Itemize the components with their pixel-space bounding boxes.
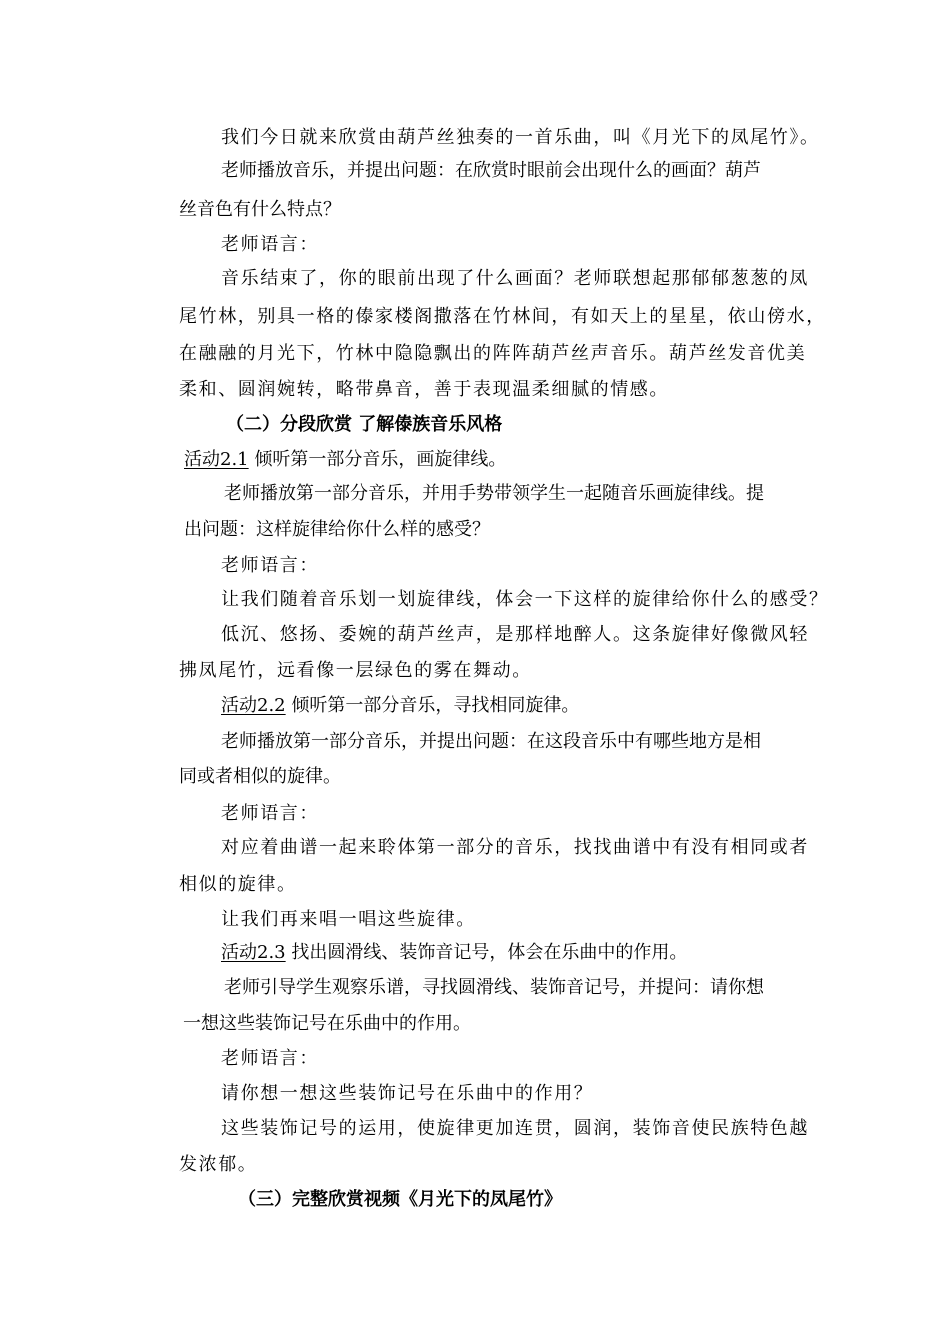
activity-line	[184, 448, 506, 472]
paragraph-line: 拂凤尾竹，远看像一层绿色的雾在舞动。	[179, 660, 532, 681]
paragraph-line: 老师播放第一部分音乐，并用手势带领学生一起随音乐画旋律线。提	[224, 483, 764, 504]
activity-text: 找出圆滑线、装饰音记号，体会在乐曲中的作用。	[285, 942, 688, 963]
paragraph-line: 请你想一想这些装饰记号在乐曲中的作用？	[221, 1083, 594, 1104]
paragraph-line: 低沉、悠扬、委婉的葫芦丝声，是那样地醉人。这条旋律好像微风轻	[221, 624, 809, 645]
activity-line	[221, 694, 579, 718]
paragraph-line: 对应着曲谱一起来聆体第一部分的音乐，找找曲谱中有没有相同或者	[221, 837, 809, 858]
paragraph-line: 发浓郁。	[179, 1154, 258, 1175]
paragraph-line: 老师播放音乐，并提出问题：在欣赏时眼前会出现什么的画面？葫芦	[221, 160, 761, 181]
paragraph-line: 音乐结束了，你的眼前出现了什么画面？老师联想起那郁郁葱葱的凤	[221, 268, 809, 289]
paragraph-line: 老师引导学生观察乐谱，寻找圆滑线、装饰音记号，并提问：请你想	[224, 977, 764, 998]
paragraph-line: 这些装饰记号的运用，使旋律更加连贯，圆润，装饰音使民族特色越	[221, 1118, 809, 1139]
paragraph-line: 出问题：这样旋律给你什么样的感受？	[184, 519, 490, 540]
paragraph-line: 老师语言：	[221, 234, 319, 255]
paragraph-line: 相似的旋律。	[179, 874, 297, 895]
activity-text: 倾听第一部分音乐，画旋律线。	[248, 449, 507, 470]
paragraph-line: 在融融的月光下，竹林中隐隐飘出的阵阵葫芦丝声音乐。葫芦丝发音优美	[179, 343, 807, 364]
paragraph-line: 我们今日就来欣赏由葫芦丝独奏的一首乐曲，叫《月光下的凤尾竹》。	[221, 127, 820, 148]
paragraph-line: 让我们再来唱一唱这些旋律。	[221, 909, 476, 930]
paragraph-line: 老师语言：	[221, 1048, 319, 1069]
activity-text: 倾听第一部分音乐，寻找相同旋律。	[285, 695, 580, 716]
paragraph-line: 让我们随着音乐划一划旋律线，体会一下这样的旋律给你什么的感受？	[221, 589, 829, 610]
paragraph-line: 丝音色有什么特点？	[179, 199, 341, 220]
section-heading: （二）分段欣赏 了解傣族音乐风格	[226, 414, 503, 435]
paragraph-line: 老师语言：	[221, 803, 319, 824]
section-heading: （三）完整欣赏视频《月光下的凤尾竹》	[238, 1189, 562, 1210]
activity-label: 活动2.3	[221, 942, 286, 963]
activity-label: 活动2.1	[184, 449, 249, 470]
paragraph-line: 老师语言：	[221, 555, 319, 576]
paragraph-line: 一想这些装饰记号在乐曲中的作用。	[183, 1013, 471, 1034]
paragraph-line: 老师播放第一部分音乐，并提出问题：在这段音乐中有哪些地方是相	[221, 731, 761, 752]
activity-label: 活动2.2	[221, 695, 286, 716]
activity-line	[221, 941, 687, 965]
paragraph-line: 柔和、圆润婉转，略带鼻音，善于表现温柔细腻的情感。	[179, 379, 669, 400]
paragraph-line: 尾竹林，别具一格的傣家楼阁撒落在竹林间，有如天上的星星，依山傍水，	[179, 306, 826, 327]
paragraph-line: 同或者相似的旋律。	[179, 766, 341, 787]
